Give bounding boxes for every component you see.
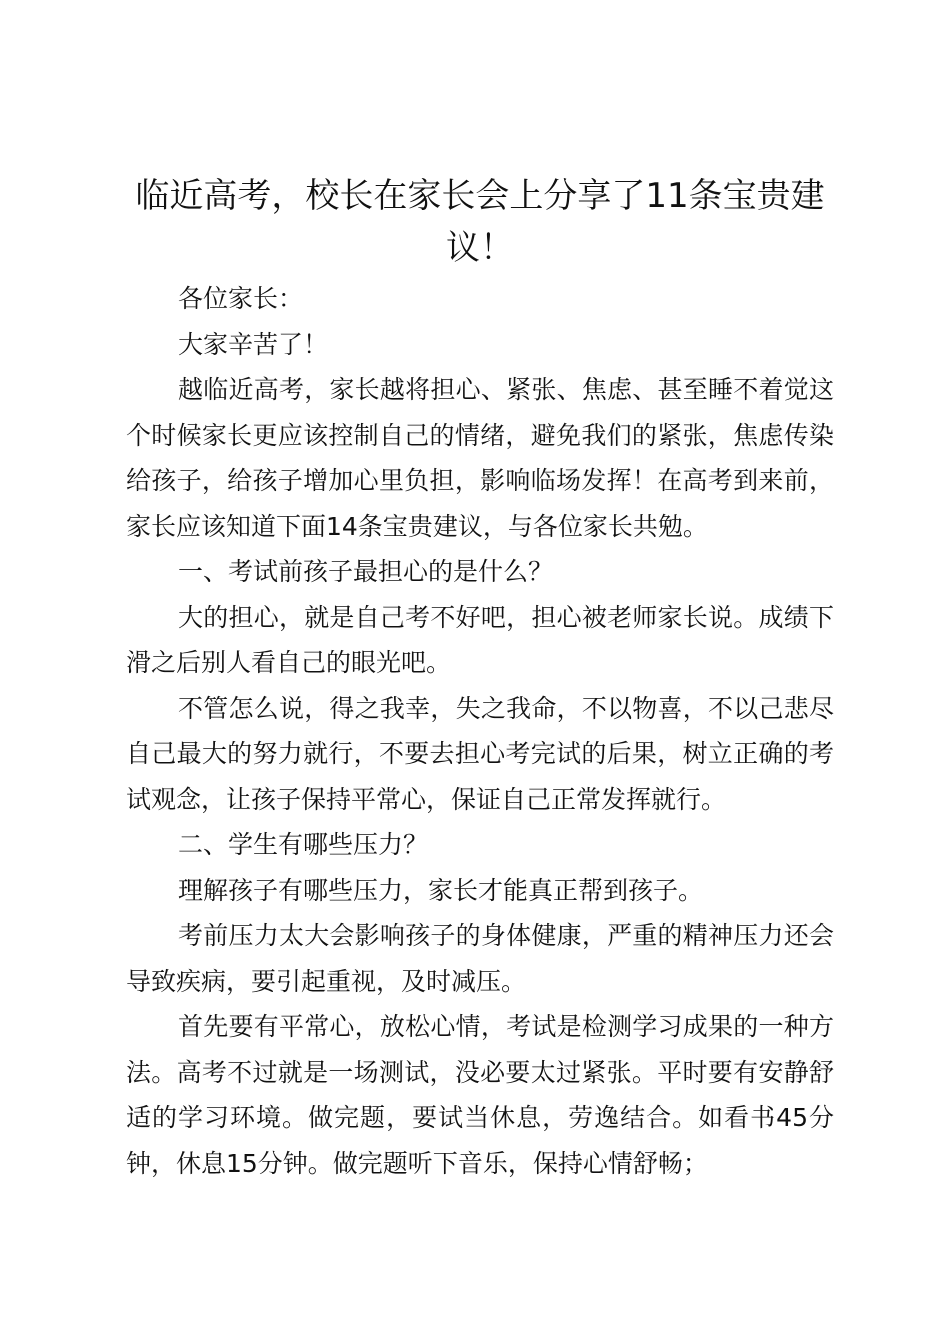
salutation: 各位家长： [178,284,304,313]
section-heading-2: 二、学生有哪些压力？ [178,830,429,859]
document-title: 临近高考，校长在家长会上分享了11条宝贵建议！ [135,176,825,268]
paragraph: 考前压力太大会影响孩子的身体健康，严重的精神压力还会导致疾病，要引起重视，及时减压。 [126,921,834,996]
paragraph: 理解孩子有哪些压力，家长才能真正帮到孩子。 [178,875,704,905]
intro-paragraph: 越临近高考，家长越将担心、紧张、焦虑、甚至睡不着觉这个时候家长更应该控制自己的情绪，避免我们的紧张，焦虑传染给孩子，给孩子增加心里负担，影响临场发挥！在高考到来前，家长应该知道下面14条宝贵建议，与各位家长共勉。 [126,375,834,541]
paragraph: 首先要有平常心，放松心情，考试是检测学习成果的一种方法。高考不过就是一场测试，没必要太过紧张。平时要有安静舒适的学习环境。做完题，要试当休息，劳逸结合。如看书45分钟，休息15分钟。做完题听下音乐，保持心情舒畅； [126,1012,834,1178]
document-body [126,276,834,1186]
greeting: 大家辛苦了！ [178,329,329,359]
section-heading-1: 一、考试前孩子最担心的是什么？ [178,557,554,586]
paragraph: 大的担心，就是自己考不好吧，担心被老师家长说。成绩下滑之后别人看自己的眼光吧。 [126,602,834,677]
paragraph: 不管怎么说，得之我幸，失之我命，不以物喜，不以己悲尽自己最大的努力就行，不要去担心考完试的后果，树立正确的考试观念，让孩子保持平常心，保证自己正常发挥就行。 [126,693,834,814]
